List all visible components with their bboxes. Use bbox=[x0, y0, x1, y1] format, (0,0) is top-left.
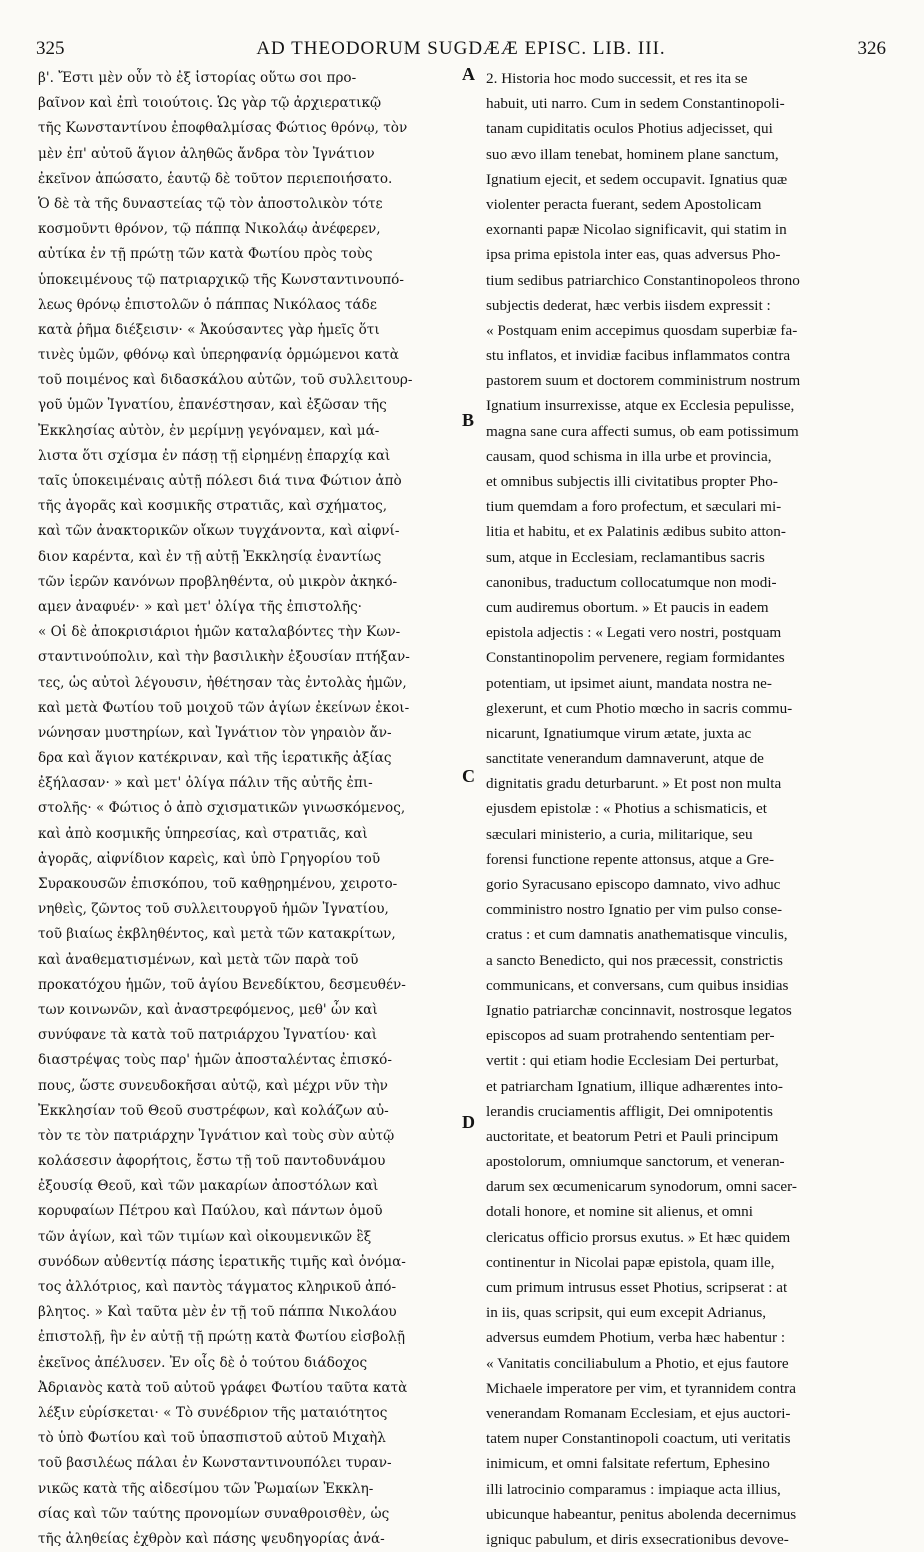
greek-text-line: λεως θρόνῳ ἐπιστολῶν ὁ πάππας Νικόλαος τάδε bbox=[38, 296, 377, 313]
greek-text-line: β'. Ἔστι μὲν οὖν τὸ ἐξ ἱστορίας οὕτω σοι προ- bbox=[38, 70, 357, 86]
greek-text-line: σίας καὶ τῶν ταύτης προνομίων συναθροισθὲν, ὡς bbox=[38, 1505, 390, 1522]
latin-text-line: cum audiremus obortum. » Et paucis in eadem bbox=[486, 598, 769, 616]
greek-text-line: νώνησαν μυστηρίων, καὶ Ἰγνάτιον τὸν γηραιὸν ἄν- bbox=[38, 724, 392, 741]
greek-text-line: δρα καὶ ἅγιον κατέκριναν, καὶ τῆς ἱερατικῆς ἀξίας bbox=[38, 750, 392, 767]
greek-text-line: τῆς Κωνσταντίνου ἐποφθαλμίσας Φώτιος θρόνῳ, τὸν bbox=[38, 120, 408, 137]
latin-text-line: gorio Syracusano episcopo damnato, vivo adhuc bbox=[486, 876, 781, 893]
latin-text-line: cratus : et cum damnatis anathematisque vinculis, bbox=[486, 926, 788, 944]
greek-text-line: διον καρέντα, καὶ ἐν τῇ αὐτῇ Ἐκκλησίᾳ ἐναντίως bbox=[38, 548, 382, 565]
greek-text-line: συνύφανε τὰ κατὰ τοῦ πατριάρχου Ἰγνατίου· καὶ bbox=[38, 1027, 378, 1044]
greek-text-line: καὶ ἀναθεματισμένων, καὶ μετὰ τῶν παρὰ τοῦ bbox=[38, 951, 359, 968]
greek-text-line: ἐκεῖνον ἀπώσατο, ἑαυτῷ δὲ τοῦτον περιεποιήσατο. bbox=[38, 170, 393, 187]
latin-text-line: tatem nuper Constantinopoli coactum, uti veritatis bbox=[486, 1430, 791, 1448]
greek-text-line: προκατόχου ἡμῶν, τοῦ ἁγίου Βενεδίκτου, δεσμευθέν- bbox=[38, 976, 406, 993]
greek-column bbox=[38, 66, 458, 1552]
latin-text-line: dignitatis gradu deturbarunt. » Et post non multa bbox=[486, 775, 782, 793]
greek-text-line: διαστρέψας τοὺς παρ' ἡμῶν ἀποσταλέντας ἐπισκό- bbox=[38, 1052, 392, 1069]
latin-text-line: sæculari ministerio, a curia, militarique, seu bbox=[486, 825, 753, 843]
latin-text-line: comministro nostro Ignatio per vim pulso conse- bbox=[486, 901, 783, 919]
latin-text-line: dotali honore, et nomine sit alienus, et omni bbox=[486, 1203, 753, 1221]
greek-text-line: των κοινωνῶν, καὶ ἀναστρεφόμενος, μεθ' ὧν καὶ bbox=[38, 1001, 378, 1018]
latin-text-line: nicarunt, Ignatiumque virum ætate, juxta ac bbox=[486, 724, 752, 742]
latin-text-line: cum primum intrusus esset Photius, scripserat : at bbox=[486, 1279, 788, 1296]
greek-text-line: τινὲς ὑμῶν, φθόνῳ καὶ ὑπερηφανίᾳ ὁρμώμενοι κατὰ bbox=[38, 347, 399, 364]
latin-text-line: et patriarcham Ignatium, illique adhærentes into- bbox=[486, 1077, 783, 1095]
latin-text-line: Ignatium insurrexisse, atque ex Ecclesia pepulisse, bbox=[486, 397, 795, 415]
greek-text-line: βαῖνον καὶ ἐπὶ τοιούτοις. Ὡς γὰρ τῷ ἀρχιερατικῷ bbox=[38, 95, 382, 112]
latin-text-line: litia et habitu, et ex Palatinis ædibus subito atton- bbox=[486, 523, 786, 541]
latin-text-line: sanctitate venerandum damnaverunt, atque de bbox=[486, 750, 764, 768]
latin-text-line: darum sex œcumenicarum synodorum, omni sacer- bbox=[486, 1178, 797, 1196]
latin-text-line: in iis, quas scripsit, qui eum excepit Adrianus, bbox=[486, 1304, 767, 1322]
greek-text-line: τῆς ἀληθείας ἐχθρὸν καὶ πάσης ψευδηγορίας ἀνά- bbox=[38, 1530, 385, 1547]
latin-text-line: magna sane cura affecti sumus, ob eam potissimum bbox=[486, 422, 799, 440]
section-marker-c: C bbox=[462, 766, 475, 786]
latin-text-line: tanam cupiditatis oculos Photius adjecisset, qui bbox=[486, 120, 773, 138]
greek-text-line: κορυφαίων Πέτρου καὶ Παύλου, καὶ πάντων ὁμοῦ bbox=[38, 1203, 383, 1220]
greek-text-line: στολῆς· « Φώτιος ὁ ἀπὸ σχισματικῶν γινωσκόμενος, bbox=[38, 800, 406, 817]
greek-text-line: τοῦ ποιμένος καὶ διδασκάλου αὐτῶν, τοῦ συλλειτουρ- bbox=[38, 372, 413, 389]
page-number-right: 326 bbox=[857, 38, 886, 59]
greek-text-line: τῆς ἀγορᾶς καὶ κοσμικῆς στρατιᾶς, καὶ σχήματος, bbox=[38, 498, 388, 515]
greek-text-line: κολάσεσιν ἀφορήτοις, ἔστω τῇ τοῦ παντοδυνάμου bbox=[38, 1153, 386, 1170]
latin-text-line: stu inflatos, et invidiæ facibus inflammatos contra bbox=[486, 347, 791, 365]
latin-text-line: « Postquam enim accepimus quosdam superbiæ fa- bbox=[486, 321, 798, 339]
latin-text-line: Michaele imperatore per vim, et tyrannidem contra bbox=[486, 1379, 796, 1397]
greek-text-line: ἐξήλασαν· » καὶ μετ' ὀλίγα πάλιν τῆς αὐτῆς ἐπι- bbox=[38, 775, 373, 792]
latin-text-line: violenter peracta fuerant, sedem Apostolicam bbox=[486, 195, 762, 213]
latin-column bbox=[486, 66, 890, 1552]
section-marker-b: B bbox=[462, 410, 475, 430]
greek-text-line: πους, ὥστε συνευδοκῆσαι αὐτῷ, καὶ μέχρι νῦν τὴν bbox=[38, 1077, 388, 1094]
latin-text-line: exornanti papæ Nicolao significavit, qui statim in bbox=[486, 221, 787, 239]
greek-text-line: Συρακουσῶν ἐπισκόπου, τοῦ καθῃρημένου, χειροτο- bbox=[38, 876, 398, 892]
greek-text-line: νηθεὶς, ζῶντος τοῦ συλλειτουργοῦ ἡμῶν Ἰγνατίου, bbox=[38, 901, 389, 918]
latin-text-line: tium sedibus patriarchico Constantinopoleos throno bbox=[486, 271, 800, 289]
latin-text-line: episcopos ad suam protrahendo sententiam per- bbox=[486, 1027, 775, 1045]
greek-text-line: τες, ὡς αὐτοὶ λέγουσιν, ἠθέτησαν τὰς ἐντολὰς ἡμῶν, bbox=[38, 674, 407, 691]
latin-text-line: 2. Historia hoc modo successit, et res ita se bbox=[486, 70, 748, 87]
greek-text-line: ταῖς ὑποκειμέναις αὐτῇ πόλεσι διά τινα Φώτιον ἀπὸ bbox=[38, 473, 402, 489]
greek-text-line: τῶν ἁγίων, καὶ τῶν τιμίων καὶ οἰκουμενικῶν ἓξ bbox=[38, 1228, 372, 1245]
latin-text-line: auctoritate, et beatorum Petri et Pauli principum bbox=[486, 1127, 779, 1145]
greek-text-line: κοσμοῦντι θρόνον, τῷ πάππᾳ Νικολάῳ ἀνέφερεν, bbox=[38, 221, 381, 238]
greek-text-line: λέξιν εὑρίσκεται· « Τὸ συνέδριον τῆς ματαιότητος bbox=[38, 1404, 388, 1421]
latin-text-line: habuit, uti narro. Cum in sedem Constantinopoli- bbox=[486, 95, 785, 113]
greek-text-line: « Οἱ δὲ ἀποκρισιάριοι ἡμῶν καταλαβόντες τὴν Κων- bbox=[38, 624, 401, 641]
latin-text-line: suo ævo illam tenebat, hominem plane sanctum, bbox=[486, 145, 779, 163]
greek-text-line: ἀγορᾶς, αἰφνίδιον καρεὶς, καὶ ὑπὸ Γρηγορίου τοῦ bbox=[38, 850, 381, 867]
greek-text-line: λιστα ὅτι σχίσμα ἐν πάσῃ τῇ εἰρημένῃ ἐπαρχίᾳ καὶ bbox=[38, 447, 391, 464]
latin-text-line: glexerunt, et cum Photio mœcho in sacris commu- bbox=[486, 699, 793, 717]
latin-text-line: sum, atque in Ecclesiam, reclamantibus sacris bbox=[486, 548, 765, 566]
latin-text-line: « Vanitatis conciliabulum a Photio, et ejus fautore bbox=[486, 1354, 789, 1372]
latin-text-line: Constantinopolim pervenere, regiam formidantes bbox=[486, 649, 785, 667]
greek-text-line: ἐξουσίᾳ Θεοῦ, καὶ τῶν μακαρίων ἀποστόλων καὶ bbox=[38, 1178, 379, 1195]
latin-text-line: apostolorum, omniumque sanctorum, et veneran- bbox=[486, 1153, 785, 1171]
latin-text-line: illi latrocinio comparamus : impiaque acta illius, bbox=[486, 1480, 781, 1498]
greek-text-line: καὶ ἀπὸ κοσμικῆς ὑπηρεσίας, καὶ στρατιᾶς, καὶ bbox=[38, 825, 368, 842]
greek-text-line: τοῦ βασιλέως πάλαι ἐν Κωνσταντινουπόλει τυραν- bbox=[38, 1455, 392, 1472]
greek-text-line: τος ἀλλότριος, καὶ παντὸς τάγματος κληρικοῦ ἀπό- bbox=[38, 1279, 397, 1295]
latin-text-line: causam, quod schisma in illa urbe et provincia, bbox=[486, 447, 772, 465]
latin-text-line: venerandam Romanam Ecclesiam, et ejus auctori- bbox=[486, 1404, 791, 1422]
greek-text-line: κατὰ ῥῆμα διέξεισιν· « Ἀκούσαντες γὰρ ἡμεῖς ὅτι bbox=[38, 321, 380, 338]
latin-text-line: a sancto Benedicto, qui nos præcessit, constrictis bbox=[486, 951, 783, 969]
latin-text-line: epistola adjectis : « Legati vero nostri, postquam bbox=[486, 624, 782, 642]
latin-text-line: communicans, et conversans, cum quibus insidias bbox=[486, 976, 789, 994]
latin-text-line: igniquc pabulum, et diris exsecrationibus devove- bbox=[486, 1530, 789, 1548]
latin-text-line: vertit : qui etiam hodie Ecclesiam Dei perturbat, bbox=[486, 1052, 779, 1070]
greek-text-line: συνόδων αὐθεντίᾳ πάσης ἱερατικῆς τιμῆς καὶ ὀνόμα- bbox=[38, 1253, 406, 1270]
greek-text-line: ἐκεῖνος ἀπέλυσεν. Ἐν οἷς δὲ ὁ τούτου διάδοχος bbox=[38, 1354, 368, 1371]
greek-text-line: βλητος. » Καὶ ταῦτα μὲν ἐν τῇ τοῦ πάππα Νικολάου bbox=[38, 1304, 397, 1321]
greek-text-line: αμεν ἀναφυέν· » καὶ μετ' ὀλίγα τῆς ἐπιστολῆς· bbox=[38, 598, 363, 615]
greek-text-line: Ἐκκλησίας αὐτὸν, ἐν μερίμνῃ γεγόναμεν, καὶ μά- bbox=[38, 422, 380, 439]
running-title: AD THEODORUM SUGDÆÆ EPISC. LIB. III. bbox=[256, 38, 666, 59]
latin-text-line: potentiam, ut ipsimet aiunt, mandata nostra ne- bbox=[486, 674, 772, 692]
latin-text-line: clericatus officio prorsus exutus. » Et hæc quidem bbox=[486, 1228, 791, 1246]
greek-text-line: Ὁ δὲ τὰ τῆς δυναστείας τῷ τὸν ἀποστολικὸν τότε bbox=[38, 195, 383, 212]
latin-text-line: ipsa prima epistola inter eas, quas adversus Pho- bbox=[486, 246, 781, 264]
greek-text-line: Ἀδριανὸς κατὰ τοῦ αὐτοῦ γράφει Φωτίου ταῦτα κατὰ bbox=[38, 1379, 408, 1396]
greek-text-line: ἐπιστολῇ, ἣν ἐν αὐτῇ τῇ πρώτῃ κατὰ Φωτίου εἰσβολῇ bbox=[38, 1329, 405, 1346]
section-marker-d: D bbox=[462, 1112, 475, 1132]
latin-text-line: ejusdem epistolæ : « Photius a schismaticis, et bbox=[486, 800, 767, 818]
latin-text-line: et omnibus subjectis illi civitatibus propter Pho- bbox=[486, 473, 778, 490]
greek-text-line: αὐτίκα ἐν τῇ πρώτῃ τῶν κατὰ Φωτίου πρὸς τοὺς bbox=[38, 246, 373, 263]
greek-text-line: τὸν τε τὸν πατριάρχην Ἰγνάτιον καὶ τοὺς σὺν αὐτῷ bbox=[38, 1127, 395, 1144]
greek-text-line: τοῦ βιαίως ἐκβληθέντος, καὶ μετὰ τῶν κατακρίτων, bbox=[38, 926, 396, 943]
latin-text-line: forensi functione repente attonsus, atque a Gre- bbox=[486, 850, 775, 868]
latin-text-line: pastorem suum et doctorem comministrum nostrum bbox=[486, 372, 801, 390]
latin-text-line: adversus eumdem Photium, verba hæc habentur : bbox=[486, 1329, 786, 1347]
latin-text-line: inimicum, et omni falsitate refertum, Ephesino bbox=[486, 1455, 770, 1473]
greek-text-line: ὑποκειμένους τῷ πατριαρχικῷ τῆς Κωνσταντινουπό- bbox=[38, 271, 404, 288]
greek-text-line: σταντινούπολιν, καὶ τὴν βασιλικὴν ἐξουσίαν πτήξαν- bbox=[38, 649, 410, 666]
greek-text-line: Ἐκκλησίαν τοῦ Θεοῦ συστρέφων, καὶ κολάζων αὐ- bbox=[38, 1102, 389, 1119]
running-header bbox=[36, 38, 886, 62]
greek-text-line: μὲν ἐπ' αὐτοῦ ἅγιον ἀληθῶς ἄνδρα τὸν Ἰγνάτιον bbox=[38, 145, 375, 162]
greek-text-line: τὸ ὑπὸ Φωτίου καὶ τοῦ ὑπασπιστοῦ αὐτοῦ Μιχαὴλ bbox=[38, 1430, 386, 1447]
greek-text-line: γοῦ ὑμῶν Ἰγνατίου, ἐπανέστησαν, καὶ ἐξῶσαν τῆς bbox=[38, 397, 387, 414]
section-marker-a: A bbox=[462, 64, 475, 84]
greek-text-line: καὶ τῶν ἀνακτορικῶν οἴκων τυγχάνοντα, καὶ αἰφνί- bbox=[38, 523, 400, 540]
page-number-left: 325 bbox=[36, 38, 65, 59]
greek-text-line: τῶν ἱερῶν κανόνων προβληθέντα, οὐ μικρὸν ἀκηκό- bbox=[38, 573, 398, 590]
latin-text-line: subjectis dederat, hæc verbis iisdem expressit : bbox=[486, 296, 771, 314]
greek-text-line: νικῶς κατὰ τῆς αἰδεσίμου τῶν Ῥωμαίων Ἐκκλη- bbox=[38, 1480, 374, 1497]
latin-text-line: continentur in Nicolai papæ epistola, quam ille, bbox=[486, 1253, 775, 1271]
greek-text-line: καὶ μετὰ Φωτίου τοῦ μοιχοῦ τῶν ἁγίων ἐκείνων ἐκοι- bbox=[38, 699, 410, 716]
latin-text-line: canonibus, traductum collocatumque non modi- bbox=[486, 573, 777, 591]
latin-text-line: ubicunque habeantur, penitus abolenda decernimus bbox=[486, 1505, 797, 1523]
latin-text-line: Ignatio patriarchæ concinnavit, nostrosque legatos bbox=[486, 1001, 792, 1019]
latin-text-line: lerandis cruciamentis affligit, Dei omnipotentis bbox=[486, 1102, 773, 1120]
latin-text-line: Ignatium ejecit, et sedem occupavit. Ignatius quæ bbox=[486, 170, 788, 188]
latin-text-line: tium quemdam a foro profectum, et sæculari mi- bbox=[486, 498, 782, 516]
